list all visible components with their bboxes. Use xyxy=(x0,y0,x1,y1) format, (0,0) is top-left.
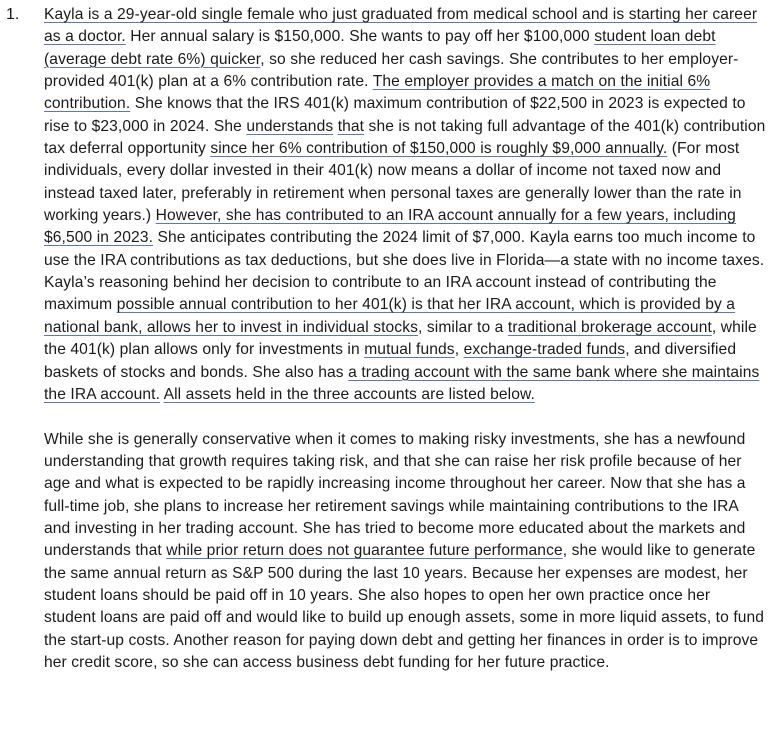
text-segment: While she is generally conservative when it comes to making risky investments, she has a newfound understanding that growth requires taking risk, and that she can raise her risk profile because of her age and what is expected to be rapidly increasing income throughout her career. Now that she has a full-time job, she plans to increase her retirement savings while maintaining contributions to the IRA and investing in her trading account. She has tried to become more educated about the markets and understands that xyxy=(44,430,746,560)
text-segment: , and diversified baskets of stocks and bonds. She also has xyxy=(44,341,737,381)
text-segment: , while the 401(k) plan allows only for investments in xyxy=(44,318,757,359)
underlined-text-segment: traditional brokerage account xyxy=(507,318,712,336)
list-item-body xyxy=(44,4,766,674)
underlined-text-segment: student loan debt (average debt rate 6%) quicker xyxy=(44,28,716,68)
text-segment: , similar to a xyxy=(418,318,508,336)
underlined-text-segment: exchange-traded funds xyxy=(463,341,626,359)
underlined-text-segment: that xyxy=(337,117,365,135)
text-segment: She anticipates contributing the 2024 limit of $7,000. Kayla earns too much income to use the IRA contributions as tax deductions, but she does live in Florida—a state with no income taxes. Kayla’s reasoning behind her decision to contribute to an IRA account instead of contributing the maximum xyxy=(44,229,765,314)
underlined-text-segment: while prior return does not guarantee future performance xyxy=(166,542,563,560)
underlined-text-segment: However, she has contributed to an IRA account annually for a few years, including $6,500 in 2023. xyxy=(44,207,736,247)
case-paragraph-1 xyxy=(44,4,766,406)
text-segment: She knows that the IRS 401(k) maximum contribution of $22,500 in 2023 is expected to rise to $23,000 in 2024. She xyxy=(44,95,746,135)
underlined-text-segment: The employer provides a match on the initial 6% contribution. xyxy=(44,73,711,113)
underlined-text-segment: a trading account with the same bank where she maintains the IRA account. xyxy=(44,363,760,403)
underlined-text-segment: All assets held in the three accounts are listed below. xyxy=(163,385,535,403)
text-segment: , xyxy=(454,341,464,359)
case-paragraph-2 xyxy=(44,429,766,675)
text-segment: , she would like to generate the same annual return as S&P 500 during the last 10 years. Because her expenses are modest, her student loans should be paid off in 10 years. She also hopes to open her own practice once her student loans are paid off and would like to build up enough assets, some in more liquid assets, to fund the start-up costs. Another reason for paying down debt and getting her finances in order is to improve her credit score, so she can access business debt funding for her future practice. xyxy=(44,542,765,672)
underlined-text-segment: possible annual contribution to her 401(k) is that her IRA account, which is provided by a national bank, allows her to invest in individual stocks xyxy=(44,296,736,336)
text-segment: (For most individuals, every dollar invested in their 401(k) now means a dollar of income not taxed now and instead taxed later, preferably in retirement when personal taxes are generally lower than the rate in working years.) xyxy=(44,140,742,225)
list-item-number: 1. xyxy=(6,6,20,23)
underlined-text-segment: since her 6% contribution of $150,000 is roughly $9,000 annually. xyxy=(210,140,668,158)
text-segment: she is not taking full advantage of the 401(k) contribution tax deferral opportunity xyxy=(44,117,766,158)
underlined-text-segment: Kayla is a 29-year-old single female who just graduated from medical school and is starting her career as a doctor. xyxy=(44,6,758,46)
underlined-text-segment: understands xyxy=(246,117,334,135)
text-segment: , so she reduced her cash savings. She contributes to her employer-provided 401(k) plan at a 6% contribution rate. xyxy=(44,50,739,91)
underlined-text-segment: mutual funds xyxy=(364,341,455,359)
text-segment: Her annual salary is $150,000. She wants to pay off her $100,000 xyxy=(125,28,595,46)
